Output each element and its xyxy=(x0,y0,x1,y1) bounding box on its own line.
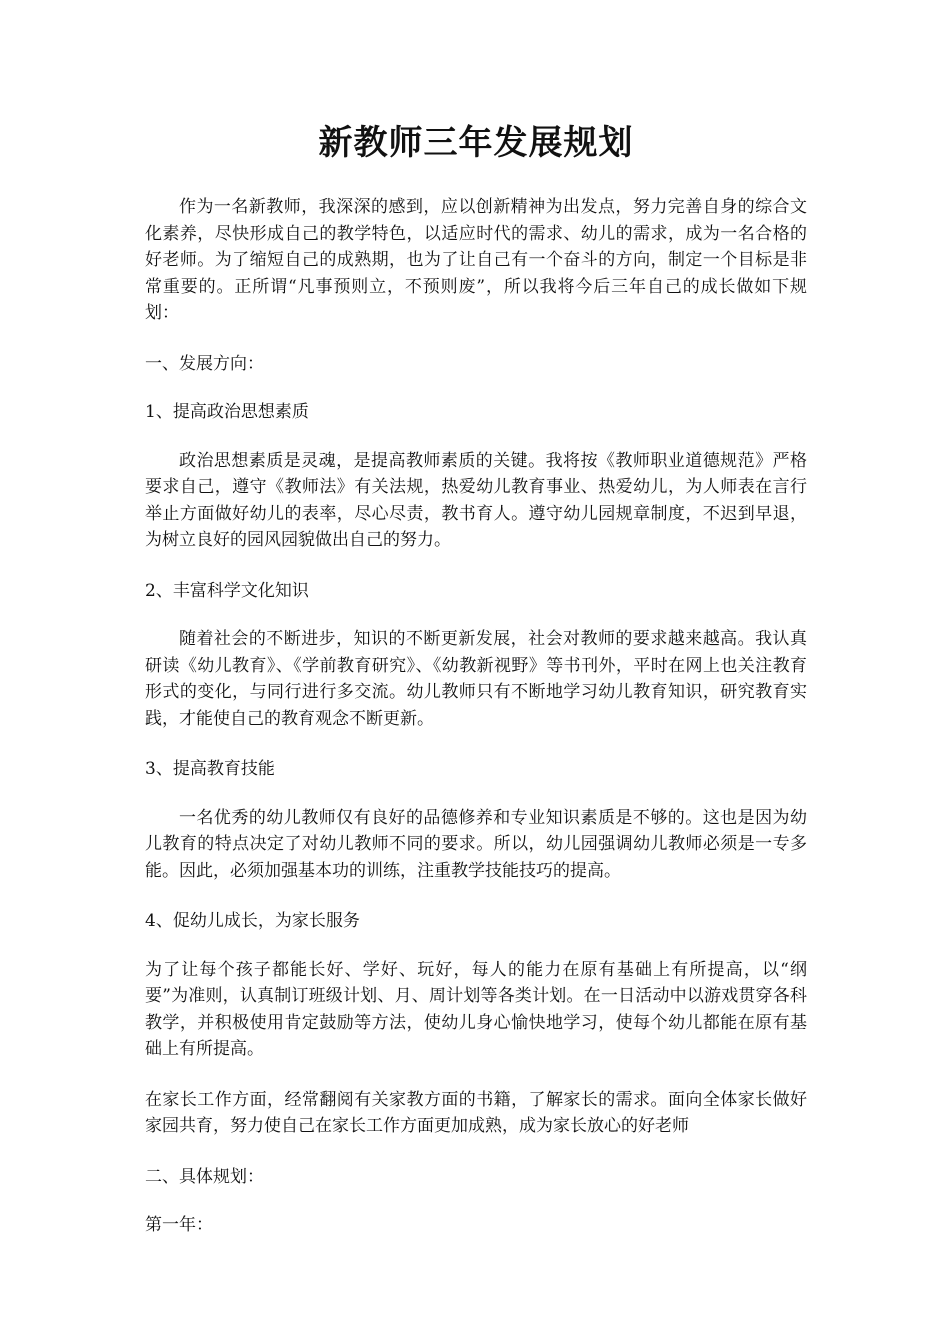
item-body-political-quality: 政治思想素质是灵魂，是提高教师素质的关键。我将按《教师职业道德规范》严格要求自己，遵守《教师法》有关法规，热爱幼儿教育事业、热爱幼儿，为人师表在言行举止方面做好幼儿的表率，尽心尽责，教书育人。遵守幼儿园规章制度，不迟到早退，为树立良好的园风园貌做出自己的努力。 xyxy=(145,450,807,550)
item-body-parent-work: 在家长工作方面，经常翻阅有关家教方面的书籍，了解家长的需求。面向全体家长做好家园共育，努力使自己在家长工作方面更加成熟，成为家长放心的好老师 xyxy=(145,1089,807,1136)
item-body-teaching-skills: 一名优秀的幼儿教师仅有良好的品德修养和专业知识素质是不够的。这也是因为幼儿教育的特点决定了对幼儿教师不同的要求。所以，幼儿园强调幼儿教师必须是一专多能。因此，必须加强基本功的训练，注重教学技能技巧的提高。 xyxy=(145,807,807,881)
item-body-child-growth: 为了让每个孩子都能长好、学好、玩好，每人的能力在原有基础上有所提高，以“纲要”为准则，认真制订班级计划、月、周计划等各类计划。在一日活动中以游戏贯穿各科教学，并积极使用肯定鼓励等方法，使幼儿身心愉快地学习，使每个幼儿都能在原有基础上有所提高。 xyxy=(145,959,807,1059)
item-body-scientific-knowledge: 随着社会的不断进步，知识的不断更新发展，社会对教师的要求越来越高。我认真研读《幼儿教育》、《学前教育研究》、《幼教新视野》等书刊外，平时在网上也关注教育形式的变化，与同行进行多交流。幼儿教师只有不断地学习幼儿教育知识，研究教育实践，才能使自己的教育观念不断更新。 xyxy=(145,629,807,729)
year-heading-first: 第一年： xyxy=(145,1215,213,1235)
item-heading-teaching-skills: 3、提高教育技能 xyxy=(145,759,275,779)
item-heading-scientific-knowledge: 2、丰富科学文化知识 xyxy=(145,580,309,601)
intro-paragraph: 作为一名新教师，我深深的感到，应以创新精神为出发点，努力完善自身的综合文化素养，尽快形成自己的教学特色，以适应时代的需求、幼儿的需求，成为一名合格的好老师。为了缩短自己的成熟期，也为了让自己有一个奋斗的方向，制定一个目标是非常重要的。正所谓“凡事预则立，不预则废”，所以我将今后三年自己的成长做如下规划： xyxy=(145,197,807,323)
section-heading-development-direction: 一、发展方向： xyxy=(145,353,264,374)
document-page xyxy=(145,118,807,1261)
item-heading-child-growth: 4、促幼儿成长，为家长服务 xyxy=(145,911,360,931)
section-heading-specific-plan: 二、具体规划： xyxy=(145,1166,264,1187)
item-heading-political-quality: 1、提高政治思想素质 xyxy=(145,402,309,422)
document-title: 新教师三年发展规划 xyxy=(318,123,634,163)
